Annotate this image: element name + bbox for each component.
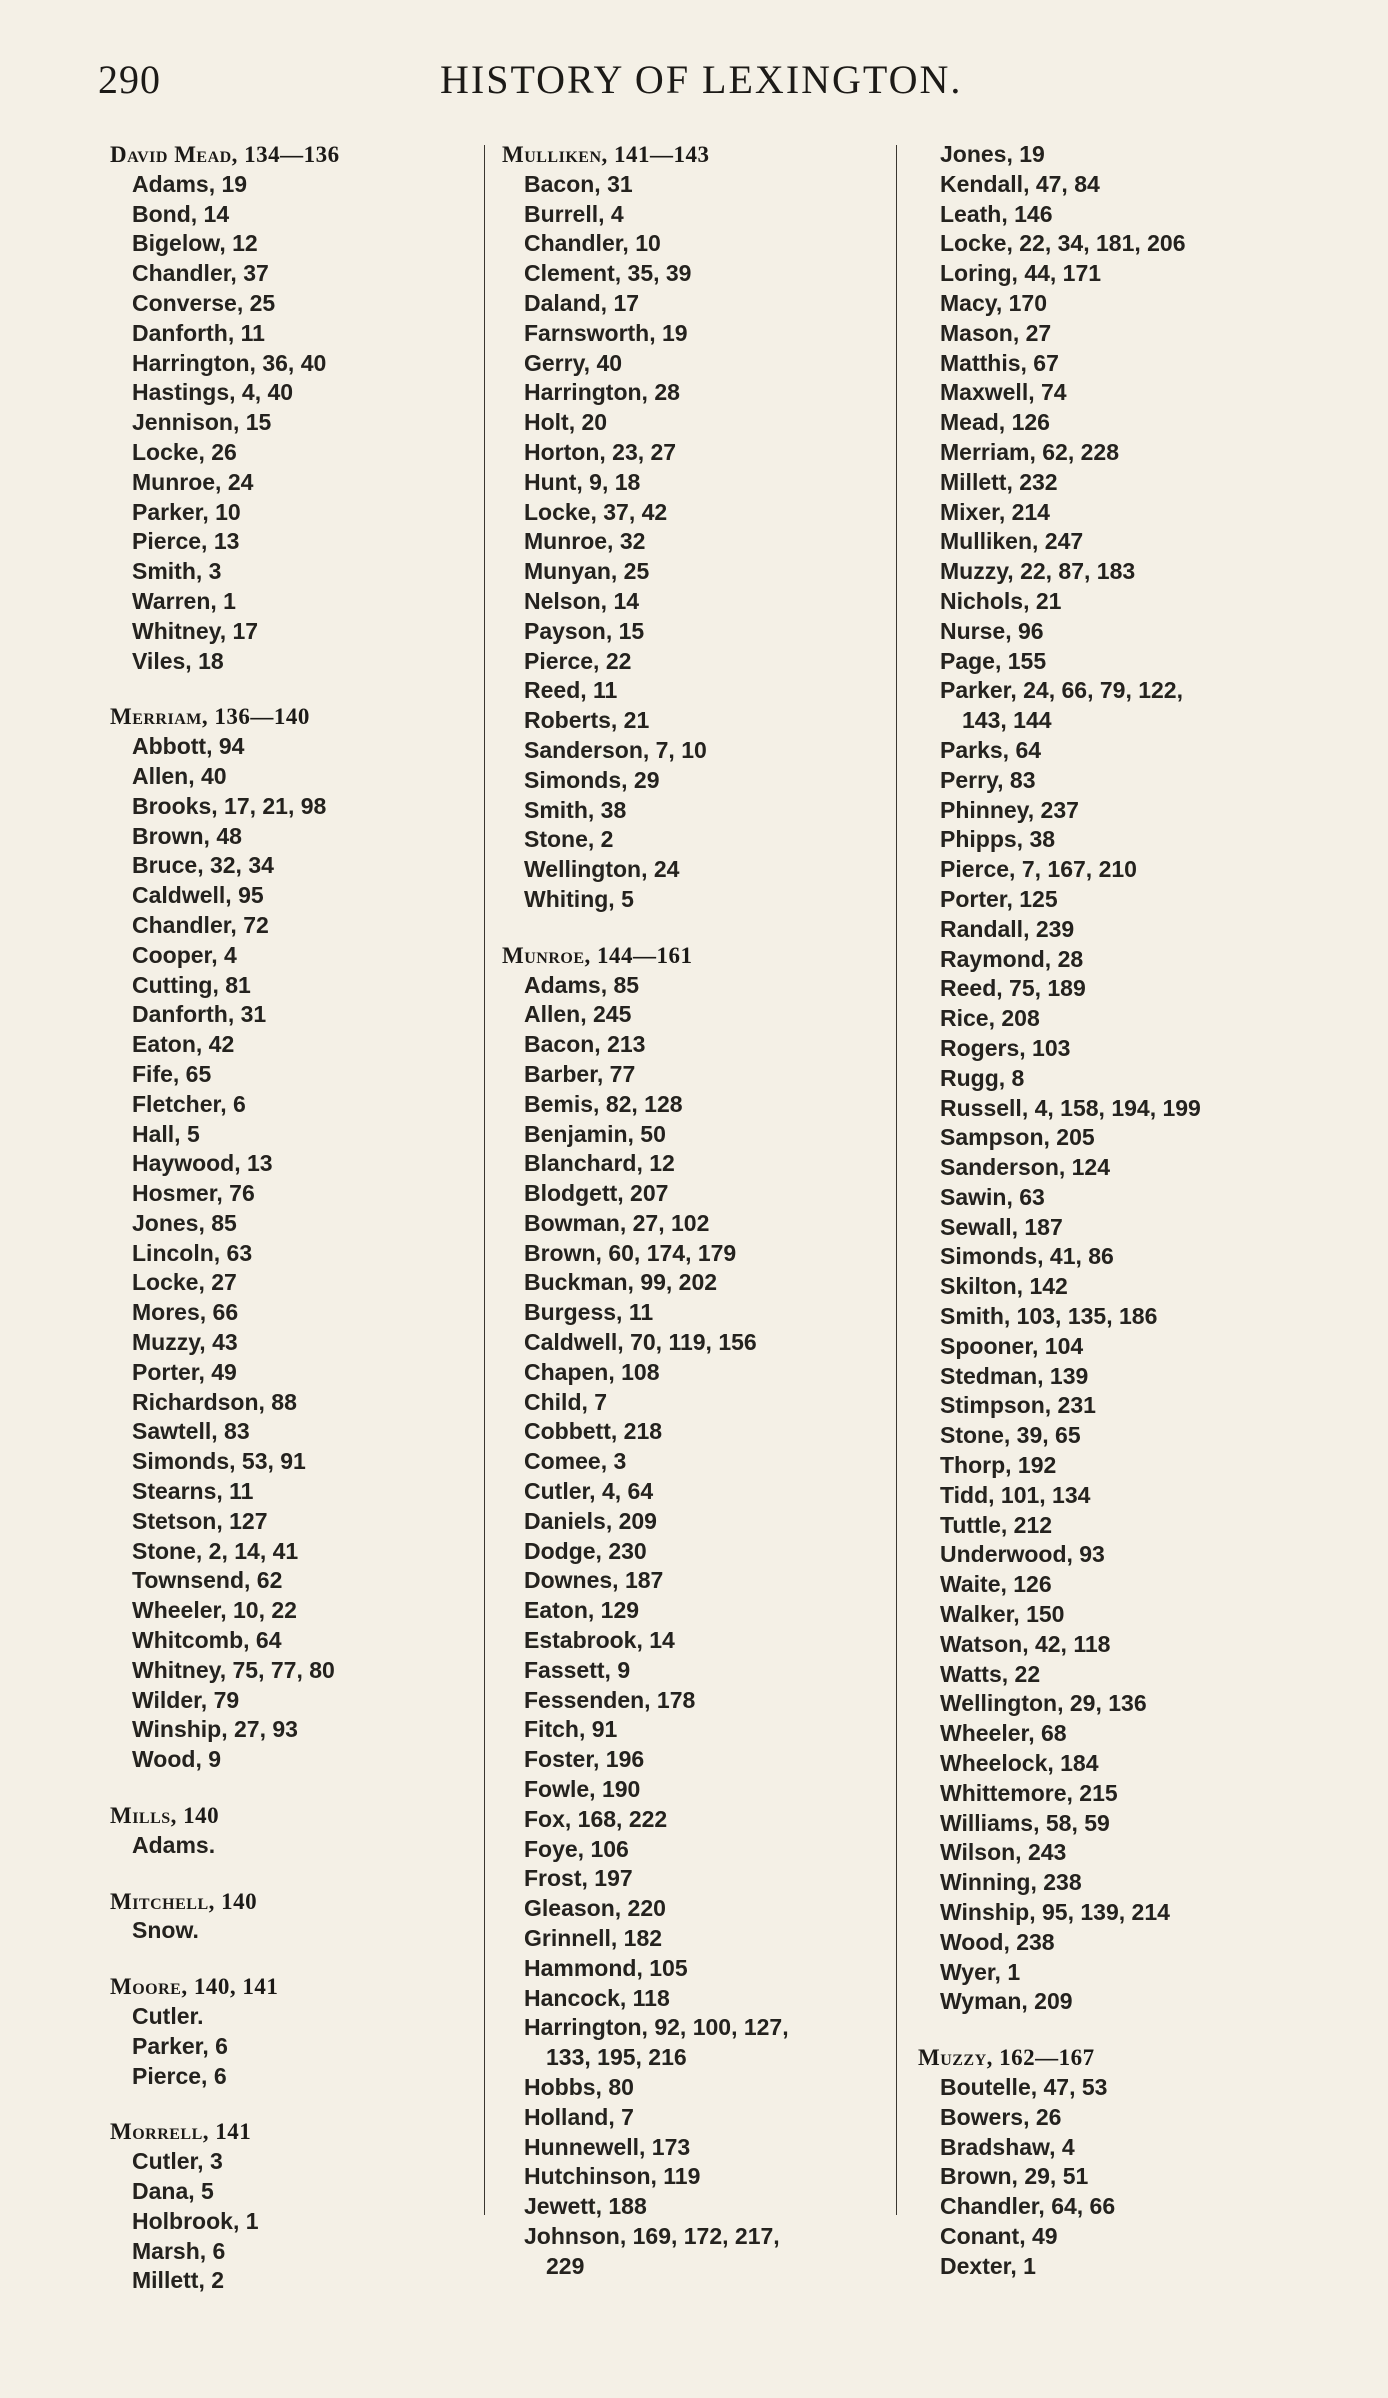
index-entry: Parker, 10 [132, 498, 241, 525]
index-entry: Harrington, 36, 40 [132, 349, 327, 376]
group-spacer [110, 1861, 470, 1887]
index-entry: Stone, 2, 14, 41 [132, 1537, 299, 1564]
index-entry: Chapen, 108 [524, 1358, 660, 1385]
index-entry: Pierce, 7, 167, 210 [940, 856, 1137, 883]
index-group [110, 140, 470, 676]
index-entry: Caldwell, 70, 119, 156 [524, 1329, 757, 1356]
index-group [502, 941, 882, 2282]
index-entry: Chandler, 72 [132, 911, 269, 938]
index-entry: Clement, 35, 39 [524, 260, 692, 287]
index-entry: Wood, 9 [132, 1746, 222, 1773]
index-entry: Merriam, 62, 228 [940, 438, 1120, 465]
index-entry: Perry, 83 [940, 766, 1036, 793]
index-entry: Daniels, 209 [524, 1507, 657, 1534]
running-head: HISTORY OF LEXINGTON. [440, 57, 963, 102]
index-entry: Winship, 95, 139, 214 [940, 1899, 1170, 1926]
index-group [110, 2117, 470, 2296]
group-spacer [110, 1775, 470, 1801]
index-entry: Wellington, 24 [524, 856, 680, 883]
index-entry: Lincoln, 63 [132, 1239, 253, 1266]
index-entry: Marsh, 6 [132, 2237, 226, 2264]
index-entry: Tuttle, 212 [940, 1511, 1053, 1538]
index-entry-continuation: 143, 144 [962, 707, 1052, 734]
index-entry: Wheeler, 10, 22 [132, 1597, 297, 1624]
index-entry: Danforth, 31 [132, 1001, 267, 1028]
index-entry: Millett, 2 [132, 2267, 225, 2294]
index-entry-line: Parker, 24, 66, 79, 122, [940, 677, 1183, 704]
group-spacer [110, 2091, 470, 2117]
index-entry: Blodgett, 207 [524, 1180, 669, 1207]
index-entry: Cutler. [132, 2003, 204, 2030]
index-group [918, 2043, 1358, 2281]
index-entry: Locke, 27 [132, 1269, 237, 1296]
index-entry: Underwood, 93 [940, 1541, 1105, 1568]
index-entry: Brown, 60, 174, 179 [524, 1239, 737, 1266]
index-entry: Bacon, 213 [524, 1031, 646, 1058]
index-entry: Smith, 103, 135, 186 [940, 1303, 1158, 1330]
index-entry: Cutler, 3 [132, 2148, 223, 2175]
index-entry: Caldwell, 95 [132, 882, 264, 909]
index-entry-line: Harrington, 92, 100, 127, [524, 2014, 789, 2041]
index-entry: Roberts, 21 [524, 707, 650, 734]
index-entry: Benjamin, 50 [524, 1120, 666, 1147]
column-rule [896, 145, 897, 2215]
index-entry: Fletcher, 6 [132, 1090, 246, 1117]
index-entry: Fox, 168, 222 [524, 1805, 668, 1832]
index-entry: Warren, 1 [132, 587, 236, 614]
index-column-3 [918, 140, 1358, 2282]
index-entry: Cutting, 81 [132, 971, 251, 998]
index-entry: Adams, 19 [132, 170, 248, 197]
index-entry: Conant, 49 [940, 2222, 1058, 2249]
index-entry: Farnsworth, 19 [524, 319, 688, 346]
index-entry: Wyman, 209 [940, 1988, 1073, 2015]
index-entry: Chandler, 37 [132, 260, 269, 287]
index-entry: Nichols, 21 [940, 587, 1062, 614]
index-entry: Comee, 3 [524, 1448, 627, 1475]
index-entry: Cooper, 4 [132, 941, 237, 968]
index-column-2 [502, 140, 882, 2282]
index-entry: Dodge, 230 [524, 1537, 647, 1564]
index-entry: Stimpson, 231 [940, 1392, 1096, 1419]
index-entry: Leath, 146 [940, 200, 1053, 227]
index-entry: Macy, 170 [940, 289, 1047, 316]
index-entry: Payson, 15 [524, 617, 645, 644]
index-entry: Chandler, 10 [524, 230, 661, 257]
index-entry: Brown, 48 [132, 822, 242, 849]
index-entry: Muzzy, 43 [132, 1329, 238, 1356]
index-entry: Adams. [132, 1831, 216, 1858]
index-entry: Fassett, 9 [524, 1656, 631, 1683]
index-entry: Whitney, 17 [132, 617, 259, 644]
index-entry: Parks, 64 [940, 736, 1042, 763]
index-entry: Hobbs, 80 [524, 2074, 634, 2100]
index-entry: Thorp, 192 [940, 1452, 1057, 1479]
index-entry: Pierce, 22 [524, 647, 632, 674]
index-entry: Fessenden, 178 [524, 1686, 696, 1713]
index-entry: Brooks, 17, 21, 98 [132, 792, 327, 819]
index-entry [502, 2222, 882, 2282]
index-entry: Burrell, 4 [524, 200, 624, 227]
index-entry: Hunnewell, 173 [524, 2133, 691, 2160]
index-entry: Danforth, 11 [132, 319, 265, 346]
index-entry: Smith, 38 [524, 796, 627, 823]
index-entry-line: Johnson, 169, 172, 217, [524, 2222, 780, 2249]
index-entry: Winning, 238 [940, 1869, 1082, 1896]
index-heading: Merriam, 136—140 [110, 704, 310, 730]
index-entry: Stedman, 139 [940, 1362, 1089, 1389]
index-heading: Muzzy, 162—167 [918, 2045, 1095, 2071]
index-entry: Locke, 37, 42 [524, 498, 668, 525]
index-entry: Watson, 42, 118 [940, 1630, 1111, 1657]
index-entry: Walker, 150 [940, 1601, 1065, 1628]
index-entry: Porter, 125 [940, 885, 1058, 912]
index-entry: Sawtell, 83 [132, 1418, 250, 1445]
index-entry: Burgess, 11 [524, 1299, 654, 1326]
index-entry: Jewett, 188 [524, 2193, 647, 2220]
index-entry: Millett, 232 [940, 468, 1058, 495]
index-entry: Sawin, 63 [940, 1183, 1045, 1210]
index-entry: Hall, 5 [132, 1120, 200, 1147]
index-entry: Whittemore, 215 [940, 1779, 1118, 1806]
index-entry: Jennison, 15 [132, 409, 272, 436]
index-entry: Sampson, 205 [940, 1124, 1095, 1151]
index-entry: Bowers, 26 [940, 2103, 1062, 2130]
group-spacer [110, 1946, 470, 1972]
index-entry: Russell, 4, 158, 194, 199 [940, 1094, 1201, 1121]
index-entry: Eaton, 42 [132, 1031, 235, 1058]
index-entry: Allen, 245 [524, 1001, 632, 1028]
index-entry: Page, 155 [940, 647, 1047, 674]
index-heading: Moore, 140, 141 [110, 1974, 279, 2000]
index-entry: Fowle, 190 [524, 1776, 641, 1803]
index-entry: Rugg, 8 [940, 1064, 1025, 1091]
index-entry: Simonds, 41, 86 [940, 1243, 1114, 1270]
index-entry: Wheeler, 68 [940, 1720, 1067, 1747]
index-entry: Holland, 7 [524, 2103, 634, 2130]
index-entry [918, 676, 1358, 736]
index-entry: Pierce, 6 [132, 2062, 227, 2089]
index-entry: Munyan, 25 [524, 558, 650, 585]
index-entry: Blanchard, 12 [524, 1150, 675, 1177]
index-entry: Eaton, 129 [524, 1597, 640, 1624]
index-entry: Waite, 126 [940, 1571, 1052, 1598]
index-entry: Skilton, 142 [940, 1273, 1068, 1300]
index-entry: Downes, 187 [524, 1567, 664, 1594]
index-entry: Stone, 2 [524, 826, 614, 853]
index-entry: Nelson, 14 [524, 587, 640, 614]
index-entry [502, 2013, 882, 2073]
index-entry: Wilder, 79 [132, 1686, 240, 1713]
index-entry: Simonds, 29 [524, 766, 660, 793]
index-entry: Stetson, 127 [132, 1507, 268, 1534]
index-entry: Chandler, 64, 66 [940, 2193, 1116, 2220]
index-entry: Rogers, 103 [940, 1034, 1071, 1061]
index-entry: Matthis, 67 [940, 349, 1059, 376]
index-entry: Mulliken, 247 [940, 528, 1084, 555]
index-entry: Phipps, 38 [940, 826, 1056, 853]
index-entry: Frost, 197 [524, 1865, 633, 1892]
index-entry: Foye, 106 [524, 1835, 629, 1862]
index-entry: Hammond, 105 [524, 1954, 688, 1981]
index-entry: Stearns, 11 [132, 1478, 254, 1505]
group-spacer [110, 676, 470, 702]
index-entry: Bacon, 31 [524, 170, 633, 197]
index-entry: Kendall, 47, 84 [940, 170, 1100, 197]
index-heading: Morrell, 141 [110, 2119, 252, 2145]
index-entry: Munroe, 32 [524, 528, 646, 555]
index-entry: Wheelock, 184 [940, 1750, 1099, 1777]
index-entry: Watts, 22 [940, 1660, 1041, 1687]
index-entry: Mixer, 214 [940, 498, 1050, 525]
index-entry: Pierce, 13 [132, 528, 240, 555]
index-entry: Wood, 238 [940, 1928, 1055, 1955]
index-entry: Hancock, 118 [524, 1984, 670, 2011]
index-entry: Mason, 27 [940, 319, 1052, 346]
index-entry: Mores, 66 [132, 1299, 239, 1326]
index-entry: Foster, 196 [524, 1746, 645, 1773]
index-entry: Maxwell, 74 [940, 379, 1067, 406]
index-entry: Abbott, 94 [132, 733, 245, 760]
index-entry: Jones, 85 [132, 1209, 237, 1236]
index-heading: Mulliken, 141—143 [502, 142, 710, 167]
index-heading: Mitchell, 140 [110, 1888, 258, 1914]
index-entry: Locke, 22, 34, 181, 206 [940, 230, 1186, 257]
index-entry: Boutelle, 47, 53 [940, 2074, 1108, 2100]
index-entry: Hastings, 4, 40 [132, 379, 294, 406]
index-entry: Jones, 19 [940, 141, 1045, 167]
index-entry: Holbrook, 1 [132, 2207, 259, 2234]
index-entry: Dana, 5 [132, 2178, 214, 2204]
index-entry: Bemis, 82, 128 [524, 1090, 683, 1117]
index-entry: Hutchinson, 119 [524, 2163, 701, 2190]
index-entry: Parker, 6 [132, 2032, 228, 2059]
index-entry: Buckman, 99, 202 [524, 1269, 718, 1296]
index-heading: David Mead, 134—136 [110, 142, 340, 167]
index-entry: Wilson, 243 [940, 1839, 1067, 1866]
index-entry: Converse, 25 [132, 289, 276, 316]
index-entry: Bowman, 27, 102 [524, 1209, 710, 1236]
index-group [502, 140, 882, 915]
index-entry: Randall, 239 [940, 915, 1075, 942]
index-entry: Daland, 17 [524, 289, 640, 316]
index-entry: Raymond, 28 [940, 945, 1084, 972]
index-entry: Fitch, 91 [524, 1716, 618, 1743]
index-entry: Loring, 44, 171 [940, 260, 1102, 287]
index-entry: Spooner, 104 [940, 1332, 1084, 1359]
index-entry: Whitney, 75, 77, 80 [132, 1656, 335, 1683]
index-column-1 [110, 140, 470, 2296]
index-heading: Mills, 140 [110, 1803, 220, 1829]
index-entry-continuation: 229 [546, 2252, 585, 2279]
group-spacer [918, 2017, 1358, 2043]
index-entry: Locke, 26 [132, 438, 237, 465]
index-entry-continuation: 133, 195, 216 [546, 2044, 687, 2071]
index-entry: Mead, 126 [940, 409, 1050, 436]
index-entry: Bradshaw, 4 [940, 2133, 1075, 2160]
index-entry: Williams, 58, 59 [940, 1809, 1110, 1836]
index-entry: Harrington, 28 [524, 379, 680, 406]
index-group [918, 140, 1358, 2017]
index-entry: Munroe, 24 [132, 468, 254, 495]
index-entry: Hunt, 9, 18 [524, 468, 641, 495]
index-entry: Whiting, 5 [524, 885, 634, 912]
index-entry: Viles, 18 [132, 647, 224, 674]
index-entry: Brown, 29, 51 [940, 2163, 1089, 2190]
index-entry: Fife, 65 [132, 1060, 212, 1087]
index-entry: Nurse, 96 [940, 617, 1044, 644]
index-entry: Gleason, 220 [524, 1895, 666, 1922]
index-entry: Sanderson, 124 [940, 1154, 1111, 1181]
index-entry: Reed, 11 [524, 677, 618, 704]
index-entry: Sewall, 187 [940, 1213, 1063, 1240]
index-entry: Phinney, 237 [940, 796, 1079, 823]
index-entry: Winship, 27, 93 [132, 1716, 298, 1743]
index-entry: Wellington, 29, 136 [940, 1690, 1147, 1717]
index-entry: Cobbett, 218 [524, 1418, 663, 1445]
index-group [110, 1801, 470, 1861]
index-entry: Haywood, 13 [132, 1150, 273, 1177]
index-entry: Porter, 49 [132, 1358, 237, 1385]
index-heading: Munroe, 144—161 [502, 942, 693, 968]
index-entry: Muzzy, 22, 87, 183 [940, 558, 1136, 585]
index-entry: Simonds, 53, 91 [132, 1448, 306, 1475]
index-entry: Adams, 85 [524, 971, 640, 998]
index-entry: Hosmer, 76 [132, 1180, 255, 1207]
index-entry: Sanderson, 7, 10 [524, 736, 707, 763]
index-entry: Estabrook, 14 [524, 1627, 675, 1654]
column-rule [484, 145, 485, 2215]
index-entry: Grinnell, 182 [524, 1925, 663, 1952]
index-entry: Gerry, 40 [524, 349, 623, 376]
page-header [0, 56, 1388, 116]
index-group [110, 1972, 470, 2091]
index-entry: Bigelow, 12 [132, 230, 258, 257]
index-entry: Wyer, 1 [940, 1958, 1021, 1985]
index-entry: Smith, 3 [132, 558, 222, 585]
index-entry: Whitcomb, 64 [132, 1627, 282, 1654]
index-entry: Reed, 75, 189 [940, 975, 1086, 1002]
index-entry: Allen, 40 [132, 762, 227, 789]
index-entry: Bruce, 32, 34 [132, 852, 274, 879]
index-entry: Dexter, 1 [940, 2252, 1036, 2279]
index-entry: Stone, 39, 65 [940, 1422, 1081, 1449]
index-entry: Tidd, 101, 134 [940, 1481, 1091, 1508]
index-entry: Holt, 20 [524, 409, 608, 436]
index-entry: Richardson, 88 [132, 1388, 297, 1415]
index-entry: Barber, 77 [524, 1060, 636, 1087]
index-entry: Townsend, 62 [132, 1567, 283, 1594]
index-group [110, 702, 470, 1775]
index-group [110, 1887, 470, 1947]
group-spacer [502, 915, 882, 941]
index-entry: Horton, 23, 27 [524, 438, 677, 465]
page-number: 290 [98, 57, 161, 102]
index-entry: Bond, 14 [132, 200, 230, 227]
index-entry: Snow. [132, 1917, 199, 1944]
index-entry: Cutler, 4, 64 [524, 1478, 654, 1505]
index-entry: Rice, 208 [940, 1005, 1040, 1032]
index-entry: Child, 7 [524, 1388, 608, 1415]
